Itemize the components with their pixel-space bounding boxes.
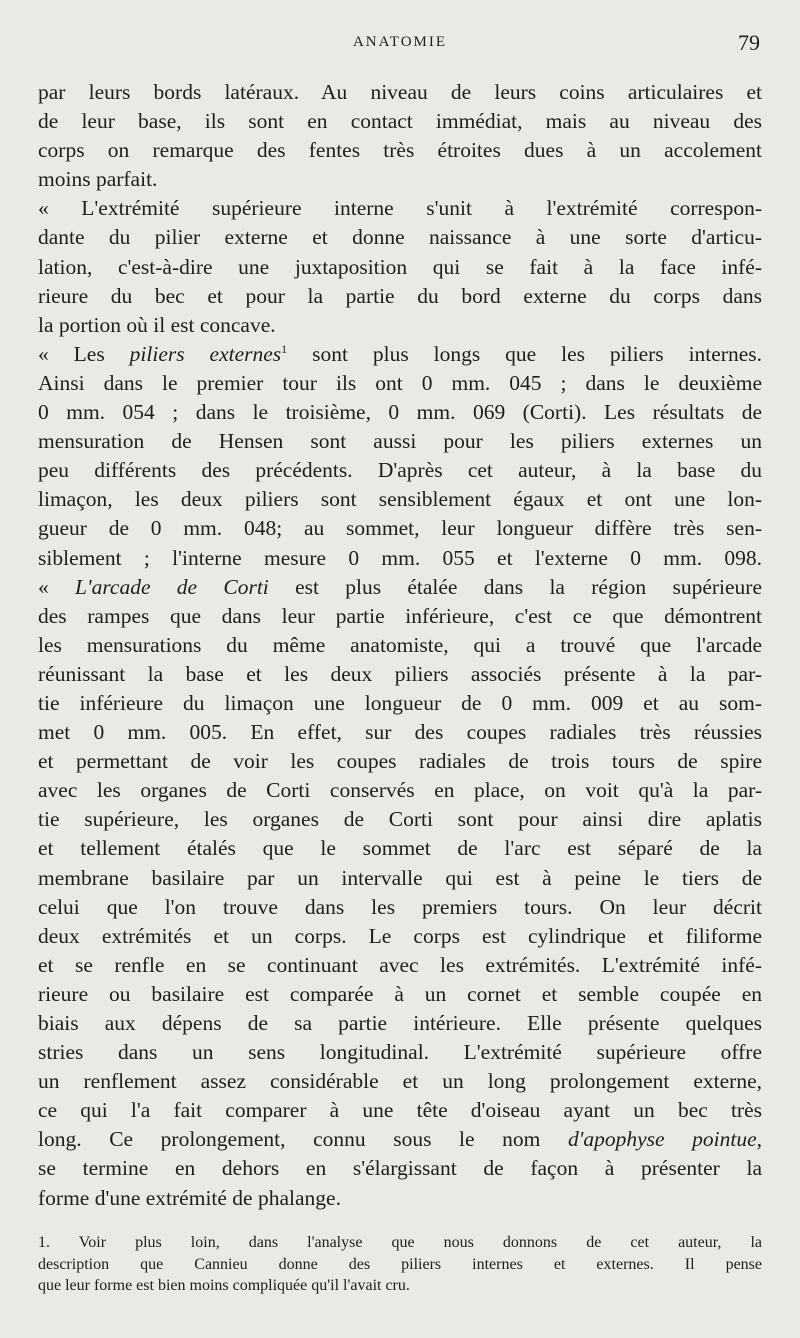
line-segment: ,: [756, 1127, 762, 1152]
text-line: des rampes que dans leur partie inférieure, c'est ce que démontrent: [38, 603, 762, 628]
line-segment: long. Ce prolongement, connu sous le nom: [38, 1127, 568, 1152]
text-line: réunissant la base et les deux piliers associés présente à la par-: [38, 661, 762, 686]
text-line: limaçon, les deux piliers sont sensiblement égaux et ont une lon-: [38, 487, 762, 512]
text-line: celui que l'on trouve dans les premiers tours. On leur décrit: [38, 894, 762, 919]
text-line: peu différents des précédents. D'après cet auteur, à la base du: [38, 458, 762, 483]
text-line: 0 mm. 054 ; dans le troisième, 0 mm. 069 (Corti). Les résultats de: [38, 400, 762, 425]
footnote-marker: 1: [281, 341, 288, 356]
italic-term: piliers externes: [129, 341, 282, 366]
text-line: membrane basilaire par un intervalle qui est à peine le tiers de: [38, 865, 762, 890]
text-line: rieure du bec et pour la partie du bord externe du corps dans: [38, 283, 762, 308]
text-line: [38, 340, 762, 369]
text-line: et se renfle en se continuant avec les extrémités. L'extrémité infé-: [38, 952, 762, 977]
text-line: rieure ou basilaire est comparée à un cornet et semble coupée en: [38, 981, 762, 1006]
text-line: de leur base, ils sont en contact immédiat, mais au niveau des: [38, 109, 762, 134]
line-segment: sont plus longs que les piliers internes.: [287, 341, 762, 366]
text-line: les mensurations du même anatomiste, qui a trouvé que l'arcade: [38, 632, 762, 657]
text-line: moins parfait.: [38, 167, 158, 192]
text-line: [38, 1125, 762, 1154]
text-line: stries dans un sens longitudinal. L'extrémité supérieure offre: [38, 1040, 762, 1065]
footnotes: [38, 1232, 762, 1297]
text-line: deux extrémités et un corps. Le corps est cylindrique et filiforme: [38, 923, 762, 948]
text-line: ce qui l'a fait comparer à une tête d'oiseau ayant un bec très: [38, 1098, 762, 1123]
text-line: biais aux dépens de sa partie intérieure. Elle présente quelques: [38, 1011, 762, 1035]
text-line: corps on remarque des fentes très étroites dues à un accolement: [38, 138, 762, 163]
text-line: Ainsi dans le premier tour ils ont 0 mm. 045 ; dans le deuxième: [38, 370, 762, 395]
text-line: gueur de 0 mm. 048; au sommet, leur longueur diffère très sen-: [38, 516, 762, 541]
text-line: dante du pilier externe et donne naissance à une sorte d'articu-: [38, 225, 762, 250]
text-line: forme d'une extrémité de phalange.: [38, 1185, 341, 1210]
text-line: avec les organes de Corti conservés en place, on voit qu'à la par-: [38, 778, 762, 803]
text-line: et permettant de voir les coupes radiales de trois tours de spire: [38, 749, 762, 774]
footnote-line: 1. Voir plus loin, dans l'analyse que nous donnons de cet auteur, la: [38, 1234, 762, 1251]
text-line: siblement ; l'interne mesure 0 mm. 055 et l'externe 0 mm. 098.: [38, 545, 762, 570]
footnote-line: description que Cannieu donne des piliers internes et externes. Il pense: [38, 1255, 762, 1273]
text-line: se termine en dehors en s'élargissant de façon à présenter la: [38, 1156, 762, 1181]
line-segment: est plus étalée dans la région supérieure: [268, 574, 762, 599]
text-line: la portion où il est concave.: [38, 312, 276, 337]
italic-term: d'apophyse pointue: [567, 1127, 757, 1152]
body-text: [38, 78, 762, 1213]
italic-term: L'arcade de Corti: [75, 574, 269, 599]
line-segment: « Les: [38, 341, 130, 366]
text-line: par leurs bords latéraux. Au niveau de leurs coins articulaires et: [38, 80, 762, 104]
footnote-line: que leur forme est bien moins compliquée qu'il l'avait cru.: [38, 1277, 410, 1294]
text-line: met 0 mm. 005. En effet, sur des coupes radiales très réussies: [38, 720, 762, 745]
text-line: mensuration de Hensen sont aussi pour les piliers externes un: [38, 429, 762, 454]
line-segment: «: [38, 574, 76, 599]
page-number: 79: [738, 30, 760, 55]
text-line: tie supérieure, les organes de Corti sont pour ainsi dire aplatis: [38, 807, 762, 832]
text-line: tie inférieure du limaçon une longueur de 0 mm. 009 et au som-: [38, 690, 762, 715]
text-line: lation, c'est-à-dire une juxtaposition qui se fait à la face infé-: [38, 254, 762, 279]
running-head: ANATOMIE: [352, 34, 448, 50]
text-line: [38, 573, 762, 602]
text-line: un renflement assez considérable et un long prolongement externe,: [38, 1069, 762, 1094]
text-line: et tellement étalés que le sommet de l'arc est séparé de la: [38, 836, 762, 861]
page-header: [0, 30, 800, 60]
text-line: « L'extrémité supérieure interne s'unit à l'extrémité correspon-: [38, 196, 762, 221]
